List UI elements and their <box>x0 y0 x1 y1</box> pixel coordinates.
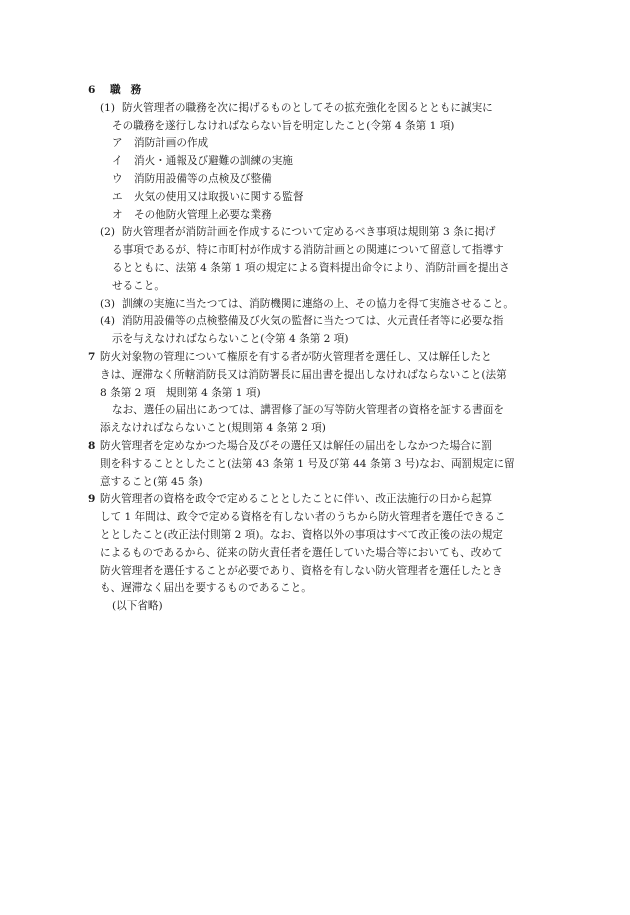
section-9-line <box>88 527 550 545</box>
section-number: 8 <box>88 439 96 452</box>
list-text: 消防計画の作成 <box>134 137 209 150</box>
section-text: 防火管理者の資格を政令で定めることとしたことに伴い、改正法施行の日から起算 <box>100 493 492 506</box>
list-item <box>88 171 550 189</box>
list-text: 消火・通報及び避難の訓練の実施 <box>134 155 293 168</box>
section-text: ととしたこと(改正法付則第 2 項)。なお、資格以外の事項はすべて改正後の法の規定 <box>100 528 503 541</box>
item-4-line <box>88 313 550 331</box>
section-7-line <box>88 367 550 385</box>
section-9-line <box>88 509 550 527</box>
list-marker: ウ <box>112 172 123 185</box>
item-number: (3) <box>100 297 116 310</box>
list-item <box>88 189 550 207</box>
section-9-line <box>88 545 550 563</box>
item-2-line <box>88 260 550 278</box>
list-item <box>88 135 550 153</box>
section-number: 7 <box>88 350 96 363</box>
section-9-line <box>88 563 550 581</box>
section-7-line <box>88 349 550 367</box>
section-6 <box>88 82 550 349</box>
item-2-line <box>88 242 550 260</box>
section-8-line <box>88 474 550 492</box>
list-text: 火気の使用又は取扱いに関する監督 <box>134 190 304 203</box>
section-text: 則を科することとしたこと(法第 43 条第 1 号及び第 44 条第 3 号)なお、両罰規定に留 <box>100 457 515 470</box>
section-text: 8 条第 2 項 規則第 4 条第 1 項) <box>100 386 261 399</box>
section-6-heading <box>88 82 550 100</box>
document-body <box>88 82 550 616</box>
item-2-line <box>88 278 550 296</box>
section-text: も、遅滞なく届出を要するものであること。 <box>100 582 312 595</box>
section-8 <box>88 438 550 491</box>
item-number: (2) <box>100 226 116 239</box>
section-text: 防火管理者を定めなかつた場合及びその選任又は解任の届出をしなかつた場合に罰 <box>100 439 492 452</box>
list-text: その他防火管理上必要な業務 <box>134 208 272 221</box>
item-text: その職務を遂行しなければならない旨を明定したこと(令第 4 条第 1 項) <box>112 119 455 132</box>
item-text: 示を与えなければならないこと(令第 4 条第 2 項) <box>112 333 349 346</box>
section-text: によるものであるから、従来の防火責任者を選任していた場合等においても、改めて <box>100 546 503 559</box>
section-7 <box>88 349 550 438</box>
note-text: 添えなければならないこと(規則第 4 条第 2 項) <box>100 422 326 435</box>
section-8-line <box>88 456 550 474</box>
item-4-line <box>88 331 550 349</box>
item-text: るとともに、法第 4 条第 1 項の規定による資料提出命令により、消防計画を提出さ <box>112 261 510 274</box>
section-number: 6 <box>88 84 96 96</box>
item-text: る事項であるが、特に市町村が作成する消防計画との関連について留意して指導す <box>112 244 504 257</box>
list-item <box>88 207 550 225</box>
section-text: 防火管理者を選任することが必要であり、資格を有しない防火管理者を選任したとき <box>100 564 503 577</box>
section-text: きは、遅滞なく所轄消防長又は消防署長に届出書を提出しなければならないこと(法第 <box>100 368 507 381</box>
section-8-line <box>88 438 550 456</box>
item-3-line <box>88 296 550 314</box>
section-text: 防火対象物の管理について権原を有する者が防火管理者を選任し、又は解任したと <box>100 350 492 363</box>
section-text: 意すること(第 45 条) <box>100 475 203 488</box>
list-marker: オ <box>112 208 123 221</box>
item-2-line <box>88 224 550 242</box>
omitted-text: (以下省略) <box>112 600 163 613</box>
note-text: なお、選任の届出にあつては、講習修了証の写等防火管理者の資格を証する書面を <box>112 404 504 417</box>
item-number: (1) <box>100 101 116 114</box>
section-7-note <box>88 420 550 438</box>
omitted-note <box>88 598 550 616</box>
section-title: 職務 <box>110 84 152 96</box>
item-text: せること。 <box>112 279 165 292</box>
item-1-line <box>88 100 550 118</box>
section-9-line <box>88 580 550 598</box>
list-marker: イ <box>112 155 123 168</box>
list-text: 消防用設備等の点検及び整備 <box>134 172 272 185</box>
list-marker: エ <box>112 190 123 203</box>
section-text: して 1 年間は、政令で定める資格を有しない者のうちから防火管理者を選任できるこ <box>100 511 506 524</box>
item-text: 防火管理者が消防計画を作成するについて定めるべき事項は規則第 3 条に掲げ <box>122 226 496 239</box>
section-9 <box>88 491 550 598</box>
section-7-note <box>88 402 550 420</box>
list-item <box>88 153 550 171</box>
list-marker: ア <box>112 137 123 150</box>
item-text: 防火管理者の職務を次に掲げるものとしてその拡充強化を図るとともに誠実に <box>122 101 493 114</box>
item-number: (4) <box>100 315 116 328</box>
item-text: 訓練の実施に当たつては、消防機関に連絡の上、その協力を得て実施させること。 <box>122 297 514 310</box>
section-7-line <box>88 385 550 403</box>
section-number: 9 <box>88 493 96 506</box>
item-1-line <box>88 118 550 136</box>
item-text: 消防用設備等の点検整備及び火気の監督に当たつては、火元責任者等に必要な指 <box>122 315 504 328</box>
section-9-line <box>88 491 550 509</box>
